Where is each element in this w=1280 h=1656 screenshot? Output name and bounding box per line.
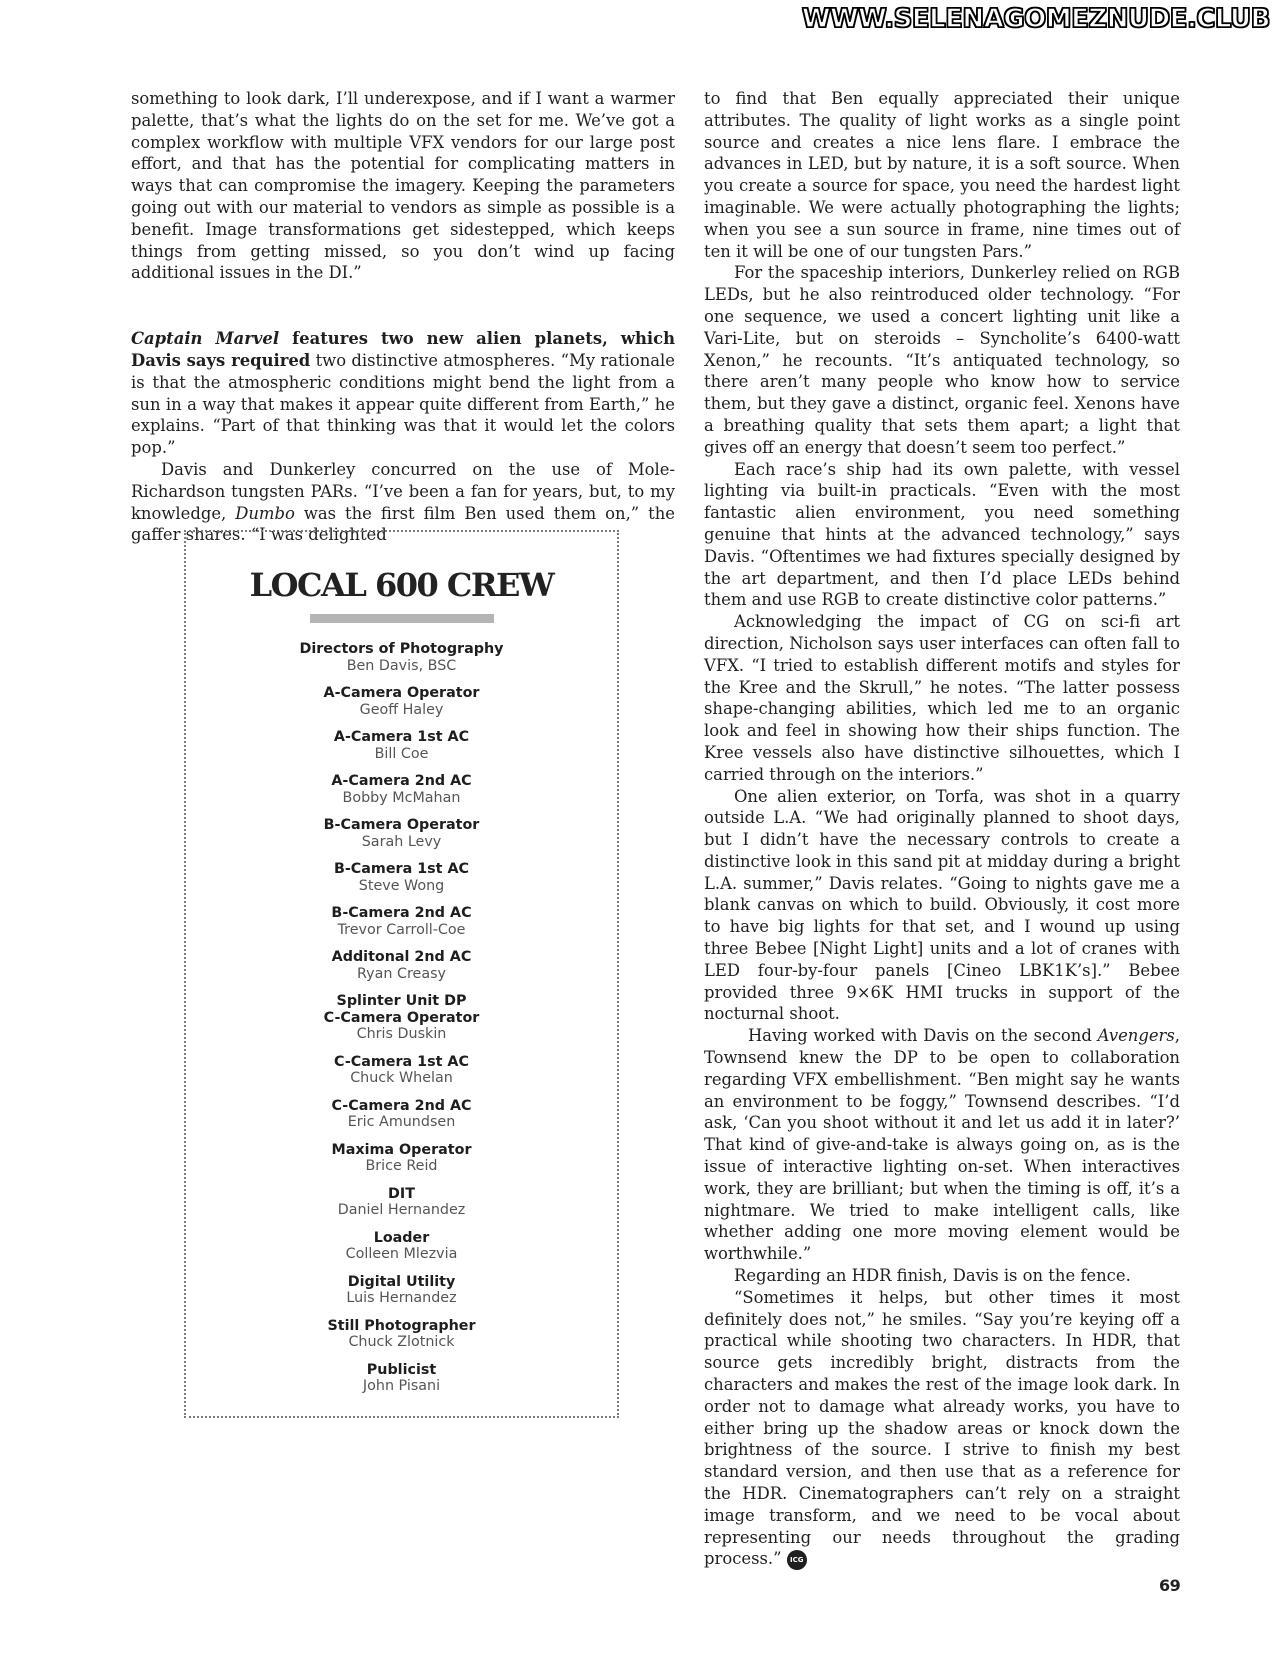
crew-role: Maxima Operator — [331, 1141, 472, 1158]
lead-bold-text: features two new alien planets, which Davis says required — [131, 329, 675, 370]
crew-role: Publicist — [366, 1361, 437, 1378]
body-text: , Townsend knew the DP to be open to collaboration regarding VFX embellishment. “Ben might say he wants an environment to be foggy,” Townsend describes. “I’d ask, ‘Can you shoot without it and let us add it in later?’ That kind of give-and-take is always going on, as is the issue of interactive lighting on-set. When interactives work, they are brilliant; but when the timing is off, it’s a nightmare. We tried to make intelligent calls, like whether adding one more moving element would be worthwhile.” — [704, 1026, 1180, 1264]
crew-role: Loader — [373, 1229, 430, 1246]
body-text: Having worked with Davis on the second — [748, 1026, 1098, 1046]
crew-name: Bobby McMahan — [342, 789, 461, 806]
crew-entry — [186, 905, 617, 938]
right-column — [704, 88, 1180, 1570]
watermark-text: WWW.SELENAGOMEZNUDE.CLUB — [801, 4, 1270, 34]
crew-name: Chris Duskin — [356, 1026, 447, 1042]
crew-entry — [186, 949, 617, 982]
crew-entry — [186, 1054, 617, 1087]
body-text: Davis and Dunkerley concurred on the use of Mole-Richardson tungsten PARs. “I’ve been a fan for years, but, to my knowledge, — [131, 459, 675, 523]
body-paragraph: something to look dark, I’ll underexpose, and if I want a warmer palette, that’s what the lights do on the set for me. We’ve got a complex workflow with multiple VFX vendors for our large post effort, and that has the potential for complicating matters in ways that can compromise the imagery. Keeping the parameters going out with our material to vendors as simple as possible is a benefit. Image transformations get sidestepped, which keeps things from getting missed, so you don’t wind up facing additional issues in the DI.” — [131, 89, 675, 283]
crew-entry — [186, 641, 617, 674]
body-paragraph: Each race’s ship had its own palette, with vessel lighting via built-in practicals. “Even with the most fantastic alien environment, you need something genuine that hints at the advanced technology,” says Davis. “Oftentimes we had fixtures specially designed by the art department, and then I’d place LEDs behind them and use RGB to create distinctive color patterns.” — [704, 459, 1180, 610]
crew-entry — [186, 861, 617, 894]
crew-entry — [186, 817, 617, 850]
film-title: Captain Marvel — [131, 329, 280, 349]
film-title: Avengers — [1097, 1026, 1175, 1046]
crew-name: Geoff Haley — [359, 701, 444, 718]
crew-entry — [186, 729, 617, 762]
crew-entry — [186, 1142, 617, 1175]
crew-entry — [186, 1318, 617, 1351]
crew-name: Sarah Levy — [361, 833, 442, 850]
crew-name: Brice Reid — [365, 1158, 438, 1174]
crew-entry — [186, 685, 617, 718]
crew-name: Ben Davis, BSC — [346, 657, 457, 674]
body-text: was the first film Ben used them on,” the gaffer shares. “I was delighted — [131, 503, 675, 545]
crew-entry — [186, 993, 617, 1043]
crew-entry — [186, 1230, 617, 1263]
body-paragraph: Regarding an HDR finish, Davis is on the fence. — [734, 1266, 1131, 1286]
body-paragraph: One alien exterior, on Torfa, was shot in a quarry outside L.A. “We had originally planned to shoot days, but I didn’t have the necessary controls to create a distinctive look in this sand pit at midday during a bright L.A. summer,” Davis relates. “Going to nights gave me a blank canvas on which to build. Obviously, it cost more to have big lights for that set, and I wound up using three Bebee [Night Light] units and a lot of cranes with LED four-by-four panels [Cineo LBK1K’s].” Bebee provided three 9×6K HMI trucks in support of the nocturnal shoot. — [704, 786, 1180, 1024]
crew-role: DIT — [388, 1185, 415, 1202]
icg-end-mark-icon: ICG — [787, 1550, 807, 1570]
page-number: 69 — [1159, 1576, 1181, 1595]
crew-entry — [186, 1098, 617, 1131]
lead-body-text: two distinctive atmospheres. “My rationale is that the atmospheric conditions might bend the light from a sun in a way that makes it appear quite different from Earth,” he explains. “Part of that thinking was that it would let the colors pop.” — [131, 350, 675, 458]
crew-entry — [186, 1186, 617, 1219]
title-underline — [310, 614, 494, 623]
left-column — [131, 88, 675, 546]
crew-role: B-Camera 2nd AC — [331, 905, 472, 921]
section-lead-paragraph — [131, 328, 675, 459]
crew-role: C-Camera Operator — [323, 1009, 480, 1026]
crew-list — [186, 641, 617, 1395]
crew-name: Colleen Mlezvia — [345, 1246, 458, 1262]
crew-name: Chuck Zlotnick — [348, 1334, 455, 1350]
body-paragraph — [704, 1287, 1180, 1570]
crew-entry — [186, 1274, 617, 1307]
crew-role: Digital Utility — [347, 1273, 456, 1290]
film-title: Dumbo — [235, 503, 295, 523]
body-paragraph: Acknowledging the impact of CG on sci-fi art direction, Nicholson says user interfaces can often fall to VFX. “I tried to establish different motifs and styles for the Kree and the Skrull,” he notes. “The latter possess shape-changing abilities, which led me to an organic look and feel in showing how their ships function. The Kree vessels also have distinctive silhouettes, which I carried through on the interiors.” — [704, 612, 1180, 784]
body-paragraph: For the spaceship interiors, Dunkerley relied on RGB LEDs, but he also reintroduced older technology. “For one sequence, we used a concert lighting unit like a Vari-Lite, but on steroids – Syncholite’s 6400-watt Xenon,” he recounts. “It’s antiquated technology, so there aren’t many people who know how to service them, but they gave a distinct, organic feel. Xenons have a breathing quality that sets them apart; a light that gives off an energy that doesn’t seem too perfect.” — [704, 263, 1180, 457]
crew-role: A-Camera 2nd AC — [331, 773, 472, 789]
crew-name: Bill Coe — [374, 745, 429, 762]
body-text: “Sometimes it helps, but other times it most definitely does not,” he smiles. “Say you’re keying off a practical while shooting two characters. In HDR, that source gets incredibly bright, distracts from the characters and makes the rest of the image look dark. In order not to damage what already works, you have to either bring up the shadow areas or knock down the brightness of the source. I strive to finish my best standard version, and then use that as a reference for the HDR. Cinematographers can’t rely on a straight image transform, and we need to be vocal about representing our needs throughout the grading process.” — [704, 1287, 1180, 1569]
crew-name: Luis Hernandez — [346, 1290, 457, 1306]
crew-name: Ryan Creasy — [357, 965, 446, 982]
crew-role: C-Camera 2nd AC — [331, 1097, 472, 1114]
crew-entry — [186, 773, 617, 806]
crew-name: Trevor Carroll-Coe — [337, 921, 466, 938]
crew-name: Eric Amundsen — [347, 1114, 456, 1130]
body-paragraph: to find that Ben equally appreciated their unique attributes. The quality of light works as a single point source and creates a nice lens flare. I embrace the advances in LED, but by nature, it is a soft source. When you create a source for space, you need the hardest light imaginable. We were actually photographing the lights; when you see a sun source in frame, nine times out of ten it will be one of our tungsten Pars.” — [704, 89, 1180, 261]
crew-role: Additonal 2nd AC — [331, 949, 472, 965]
crew-role: C-Camera 1st AC — [334, 1053, 469, 1070]
crew-name: Chuck Whelan — [350, 1070, 453, 1086]
crew-role: B-Camera Operator — [323, 817, 480, 833]
body-paragraph — [704, 1025, 1180, 1265]
crew-role: B-Camera 1st AC — [333, 861, 470, 877]
crew-role: A-Camera Operator — [323, 685, 480, 701]
crew-name: Daniel Hernandez — [337, 1202, 466, 1218]
crew-role: Still Photographer — [327, 1317, 476, 1334]
crew-sidebar — [184, 530, 619, 1418]
crew-name: John Pisani — [362, 1378, 441, 1394]
crew-role: Splinter Unit DP — [336, 993, 467, 1009]
crew-role: Directors of Photography — [299, 641, 504, 657]
crew-entry — [186, 1362, 617, 1395]
crew-title: LOCAL 600 CREW — [249, 566, 554, 604]
crew-name: Steve Wong — [358, 877, 445, 894]
crew-role: A-Camera 1st AC — [333, 729, 470, 745]
